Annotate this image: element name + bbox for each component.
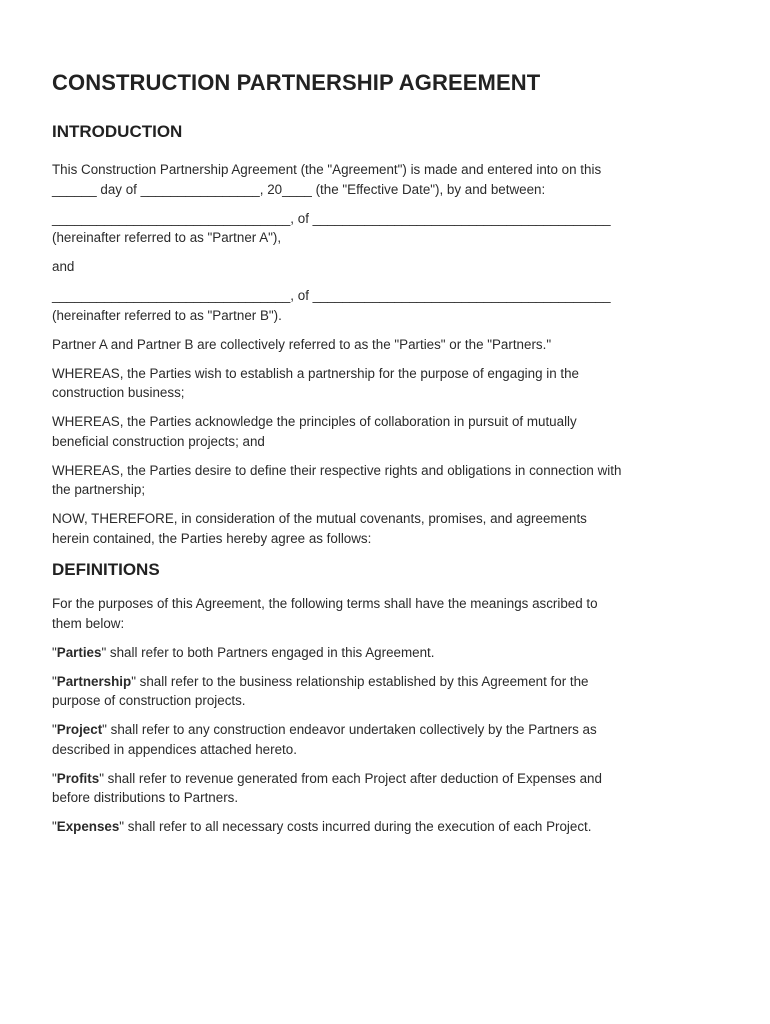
now-therefore-line-1: NOW, THEREFORE, in consideration of the mutual covenants, promises, and agreements	[52, 511, 587, 526]
definition-term: Partnership	[56, 673, 132, 689]
collective-reference: Partner A and Partner B are collectively referred to as the "Parties" or the "Partners."	[52, 336, 552, 352]
opening-line-2: ______ day of ________________, 20____ (the "Effective Date"), by and between:	[52, 181, 546, 197]
opening-paragraph	[52, 160, 730, 199]
partner-a-block	[52, 209, 730, 248]
definitions-intro	[52, 594, 730, 633]
definition-line: "Parties" shall refer to both Partners engaged in this Agreement.	[52, 644, 435, 660]
definition-text: " shall refer to all necessary costs incurred during the execution of each Project.	[119, 819, 592, 834]
whereas-2-line-1: WHEREAS, the Parties acknowledge the principles of collaboration in pursuit of mutually	[52, 414, 577, 429]
whereas-1-line-2: construction business;	[52, 385, 185, 400]
whereas-clause-3	[52, 461, 730, 500]
definition-continuation: purpose of construction projects.	[52, 693, 246, 708]
definition-line: "Expenses" shall refer to all necessary costs incurred during the execution of each Project.	[52, 819, 592, 834]
now-therefore-line-2: herein contained, the Parties hereby agree as follows:	[52, 530, 372, 546]
definition-line: "Partnership" shall refer to the business relationship established by this Agreement for the	[52, 673, 589, 689]
definition-parties	[52, 643, 730, 663]
partner-a-blank: ________________________________, of ________________________________________	[52, 210, 611, 226]
definition-line: "Profits" shall refer to revenue generated from each Project after deduction of Expenses and	[52, 770, 602, 786]
definition-project	[52, 720, 730, 759]
definition-text: " shall refer to any construction endeavor undertaken collectively by the Partners as	[102, 722, 597, 737]
and-text: and	[52, 259, 75, 274]
partner-b-blank: ________________________________, of ________________________________________	[52, 288, 611, 303]
whereas-3-line-1: WHEREAS, the Parties desire to define their respective rights and obligations in connection with	[52, 462, 622, 478]
partner-b-reference: (hereinafter referred to as "Partner B").	[52, 307, 282, 323]
definition-text: " shall refer to both Partners engaged in this Agreement.	[101, 644, 435, 660]
whereas-2-line-2: beneficial construction projects; and	[52, 433, 265, 449]
definitions-intro-line-1: For the purposes of this Agreement, the following terms shall have the meanings ascribed to	[52, 596, 598, 611]
definition-text: " shall refer to the business relationship established by this Agreement for the	[131, 673, 589, 689]
partner-b-block	[52, 286, 730, 325]
now-therefore-clause	[52, 509, 730, 548]
opening-line-1: This Construction Partnership Agreement (the "Agreement") is made and entered into on this	[52, 162, 602, 177]
whereas-clause-1	[52, 364, 730, 403]
definition-continuation: before distributions to Partners.	[52, 790, 239, 805]
definition-partnership	[52, 672, 730, 711]
whereas-3-line-2: the partnership;	[52, 482, 146, 497]
definition-term: Project	[56, 722, 103, 737]
whereas-1-line-1: WHEREAS, the Parties wish to establish a partnership for the purpose of engaging in the	[52, 365, 579, 381]
partner-a-reference: (hereinafter referred to as "Partner A"),	[52, 230, 282, 245]
introduction-heading: INTRODUCTION	[52, 122, 183, 141]
definition-text: " shall refer to revenue generated from each Project after deduction of Expenses and	[99, 770, 602, 786]
definition-term: Profits	[56, 770, 100, 786]
definitions-intro-line-2: them below:	[52, 615, 125, 631]
document-title: CONSTRUCTION PARTNERSHIP AGREEMENT	[52, 70, 541, 95]
definition-term: Parties	[56, 644, 102, 660]
definitions-heading: DEFINITIONS	[52, 560, 160, 579]
whereas-clause-2	[52, 412, 730, 451]
definition-expenses	[52, 817, 730, 837]
definition-profits	[52, 769, 730, 808]
definition-term: Expenses	[56, 819, 120, 834]
definition-continuation: described in appendices attached hereto.	[52, 741, 297, 757]
definition-line: "Project" shall refer to any construction endeavor undertaken collectively by the Partners as	[52, 722, 597, 737]
